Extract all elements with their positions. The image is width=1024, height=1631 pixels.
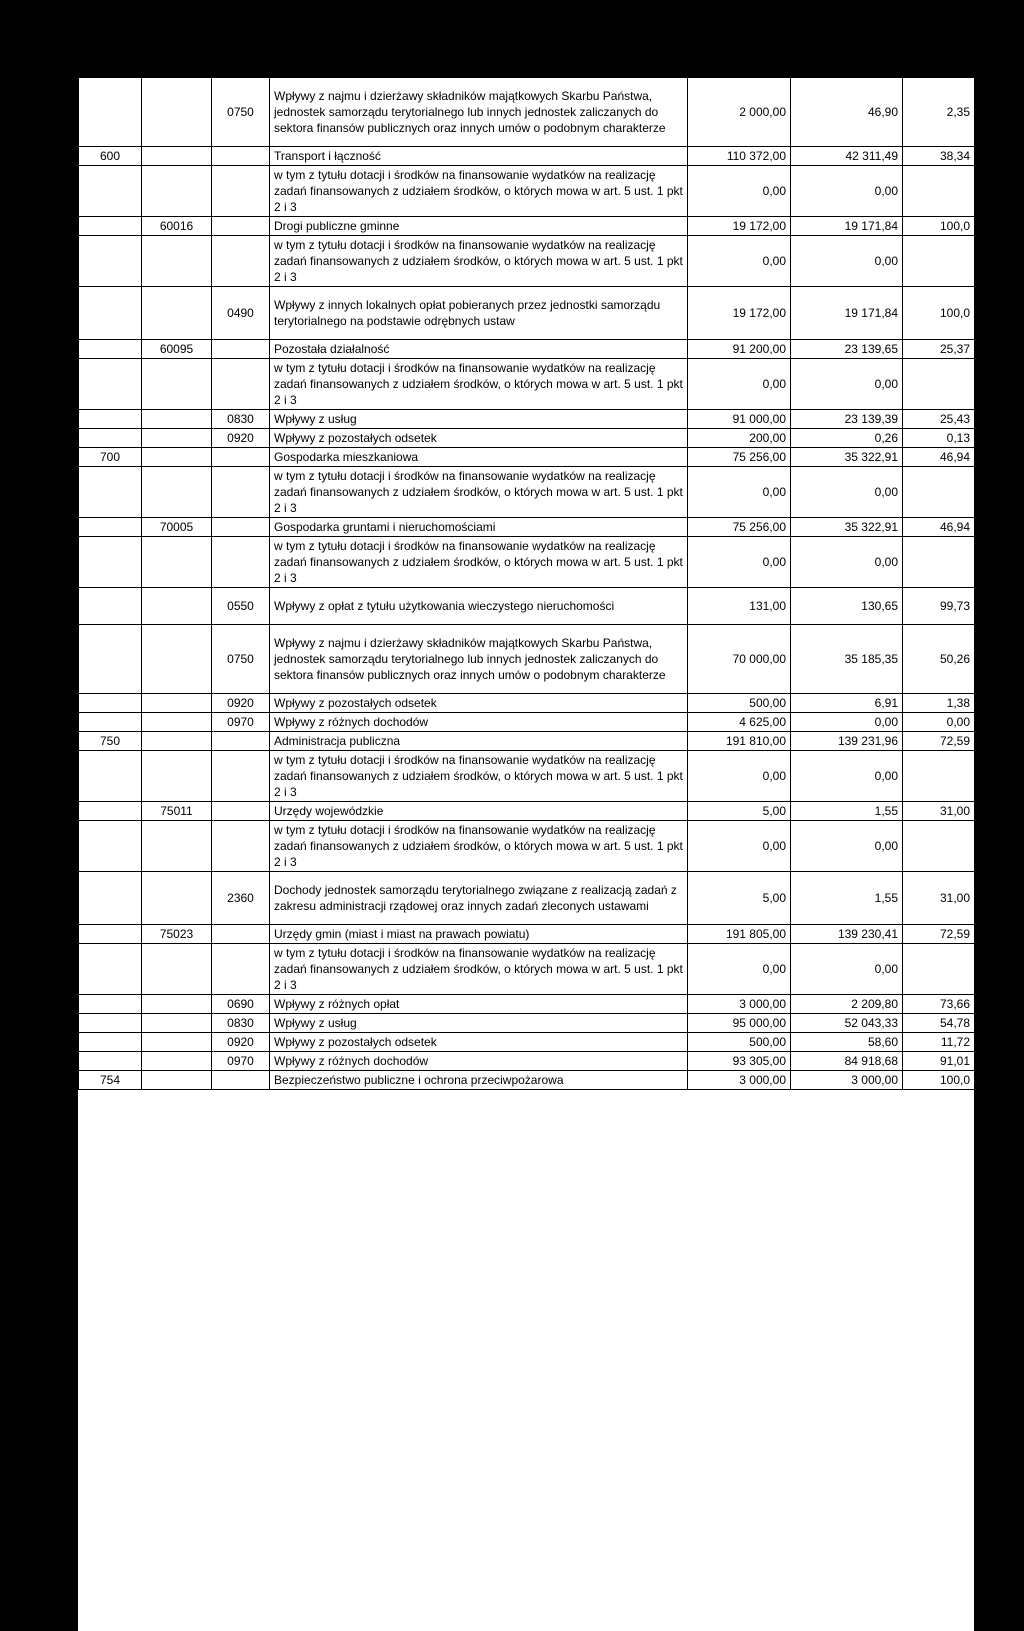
paragraf-cell	[212, 944, 270, 995]
execution-cell: 0,00	[791, 944, 903, 995]
execution-cell: 35 322,91	[791, 448, 903, 467]
rozdzial-cell	[142, 995, 212, 1014]
percent-cell	[903, 537, 975, 588]
dzial-cell	[79, 694, 142, 713]
table-row	[79, 429, 975, 448]
plan-cell: 200,00	[688, 429, 791, 448]
table-row	[79, 359, 975, 410]
rozdzial-cell	[142, 1033, 212, 1052]
item-name: Pozostała działalność	[270, 340, 688, 359]
dzial-cell	[79, 588, 142, 625]
table-row	[79, 1014, 975, 1033]
plan-cell: 0,00	[688, 944, 791, 995]
item-name: Wpływy z różnych opłat	[270, 995, 688, 1014]
table-row	[79, 821, 975, 872]
rozdzial-cell	[142, 359, 212, 410]
percent-cell	[903, 467, 975, 518]
table-row	[79, 78, 975, 147]
dzial-cell: 754	[79, 1071, 142, 1090]
table-row	[79, 1033, 975, 1052]
item-name: Wpływy z najmu i dzierżawy składników majątkowych Skarbu Państwa, jednostek samorządu terytorialnego lub innych jednostek zaliczanych do sektora finansów publicznych oraz innych umów o podobnym charakterze	[270, 625, 688, 694]
dzial-cell	[79, 287, 142, 340]
rozdzial-cell: 70005	[142, 518, 212, 537]
percent-cell: 46,94	[903, 448, 975, 467]
rozdzial-cell	[142, 1071, 212, 1090]
execution-cell: 0,00	[791, 713, 903, 732]
execution-cell: 139 230,41	[791, 925, 903, 944]
item-name: Wpływy z różnych dochodów	[270, 1052, 688, 1071]
subsidy-note: w tym z tytułu dotacji i środków na finansowanie wydatków na realizację zadań finansowanych z udziałem środków, o których mowa w art. 5 ust. 1 pkt 2 i 3	[270, 751, 688, 802]
subsidy-note: w tym z tytułu dotacji i środków na finansowanie wydatków na realizację zadań finansowanych z udziałem środków, o których mowa w art. 5 ust. 1 pkt 2 i 3	[270, 166, 688, 217]
dzial-cell	[79, 518, 142, 537]
execution-cell: 3 000,00	[791, 1071, 903, 1090]
plan-cell: 3 000,00	[688, 995, 791, 1014]
rozdzial-cell	[142, 147, 212, 166]
table-row	[79, 751, 975, 802]
dzial-cell	[79, 429, 142, 448]
rozdzial-cell	[142, 872, 212, 925]
table-row	[79, 518, 975, 537]
paragraf-cell: 0750	[212, 78, 270, 147]
table-row	[79, 147, 975, 166]
execution-cell: 84 918,68	[791, 1052, 903, 1071]
table-row	[79, 1071, 975, 1090]
dzial-cell	[79, 1014, 142, 1033]
table-row	[79, 625, 975, 694]
paragraf-cell	[212, 340, 270, 359]
percent-cell: 31,00	[903, 872, 975, 925]
percent-cell: 0,00	[903, 713, 975, 732]
revenue-table-body	[79, 78, 975, 1090]
rozdzial-cell: 60095	[142, 340, 212, 359]
paragraf-cell: 0970	[212, 713, 270, 732]
plan-cell: 110 372,00	[688, 147, 791, 166]
item-name: Wpływy z pozostałych odsetek	[270, 1033, 688, 1052]
item-name: Urzędy gmin (miast i miast na prawach powiatu)	[270, 925, 688, 944]
paragraf-cell	[212, 448, 270, 467]
paragraf-cell	[212, 467, 270, 518]
dzial-cell	[79, 340, 142, 359]
table-row	[79, 448, 975, 467]
table-row	[79, 467, 975, 518]
plan-cell: 95 000,00	[688, 1014, 791, 1033]
rozdzial-cell	[142, 944, 212, 995]
table-row	[79, 694, 975, 713]
percent-cell: 54,78	[903, 1014, 975, 1033]
revenue-table	[78, 77, 975, 1090]
percent-cell: 100,0	[903, 287, 975, 340]
execution-cell: 1,55	[791, 872, 903, 925]
dzial-cell	[79, 1052, 142, 1071]
percent-cell	[903, 166, 975, 217]
plan-cell: 0,00	[688, 166, 791, 217]
execution-cell: 0,00	[791, 359, 903, 410]
subsidy-note: w tym z tytułu dotacji i środków na finansowanie wydatków na realizację zadań finansowanych z udziałem środków, o których mowa w art. 5 ust. 1 pkt 2 i 3	[270, 467, 688, 518]
rozdzial-cell	[142, 751, 212, 802]
paragraf-cell	[212, 537, 270, 588]
rozdzial-cell	[142, 287, 212, 340]
percent-cell	[903, 821, 975, 872]
percent-cell: 99,73	[903, 588, 975, 625]
paragraf-cell	[212, 1071, 270, 1090]
execution-cell: 0,00	[791, 821, 903, 872]
paragraf-cell	[212, 147, 270, 166]
execution-cell: 23 139,39	[791, 410, 903, 429]
table-row	[79, 537, 975, 588]
rozdzial-cell	[142, 588, 212, 625]
percent-cell: 0,13	[903, 429, 975, 448]
plan-cell: 75 256,00	[688, 448, 791, 467]
dzial-cell	[79, 625, 142, 694]
percent-cell: 100,0	[903, 1071, 975, 1090]
paragraf-cell	[212, 166, 270, 217]
item-name: Wpływy z najmu i dzierżawy składników majątkowych Skarbu Państwa, jednostek samorządu terytorialnego lub innych jednostek zaliczanych do sektora finansów publicznych oraz innych umów o podobnym charakterze	[270, 78, 688, 147]
percent-cell	[903, 236, 975, 287]
plan-cell: 0,00	[688, 537, 791, 588]
dzial-cell	[79, 713, 142, 732]
table-row	[79, 802, 975, 821]
item-name: Administracja publiczna	[270, 732, 688, 751]
dzial-cell	[79, 537, 142, 588]
paragraf-cell: 0830	[212, 1014, 270, 1033]
table-row	[79, 872, 975, 925]
plan-cell: 500,00	[688, 694, 791, 713]
paragraf-cell	[212, 359, 270, 410]
plan-cell: 5,00	[688, 872, 791, 925]
plan-cell: 91 200,00	[688, 340, 791, 359]
plan-cell: 0,00	[688, 751, 791, 802]
execution-cell: 19 171,84	[791, 217, 903, 236]
execution-cell: 35 322,91	[791, 518, 903, 537]
item-name: Gospodarka gruntami i nieruchomościami	[270, 518, 688, 537]
execution-cell: 0,00	[791, 236, 903, 287]
rozdzial-cell	[142, 625, 212, 694]
rozdzial-cell	[142, 732, 212, 751]
item-name: Wpływy z opłat z tytułu użytkowania wieczystego nieruchomości	[270, 588, 688, 625]
execution-cell: 2 209,80	[791, 995, 903, 1014]
percent-cell: 38,34	[903, 147, 975, 166]
table-row	[79, 588, 975, 625]
dzial-cell	[79, 925, 142, 944]
table-row	[79, 925, 975, 944]
paragraf-cell	[212, 821, 270, 872]
table-row	[79, 995, 975, 1014]
dzial-cell	[79, 944, 142, 995]
plan-cell: 0,00	[688, 236, 791, 287]
plan-cell: 19 172,00	[688, 217, 791, 236]
percent-cell	[903, 751, 975, 802]
item-name: Wpływy z pozostałych odsetek	[270, 694, 688, 713]
paragraf-cell	[212, 802, 270, 821]
rozdzial-cell: 75023	[142, 925, 212, 944]
execution-cell: 46,90	[791, 78, 903, 147]
paragraf-cell: 0750	[212, 625, 270, 694]
item-name: Drogi publiczne gminne	[270, 217, 688, 236]
dzial-cell	[79, 467, 142, 518]
execution-cell: 0,00	[791, 467, 903, 518]
dzial-cell	[79, 802, 142, 821]
rozdzial-cell	[142, 429, 212, 448]
rozdzial-cell	[142, 410, 212, 429]
paragraf-cell: 0490	[212, 287, 270, 340]
item-name: Wpływy z pozostałych odsetek	[270, 429, 688, 448]
plan-cell: 91 000,00	[688, 410, 791, 429]
plan-cell: 191 805,00	[688, 925, 791, 944]
dzial-cell	[79, 217, 142, 236]
plan-cell: 5,00	[688, 802, 791, 821]
rozdzial-cell	[142, 78, 212, 147]
rozdzial-cell: 75011	[142, 802, 212, 821]
percent-cell: 2,35	[903, 78, 975, 147]
table-row	[79, 236, 975, 287]
execution-cell: 42 311,49	[791, 147, 903, 166]
plan-cell: 0,00	[688, 821, 791, 872]
table-row	[79, 713, 975, 732]
rozdzial-cell	[142, 448, 212, 467]
table-row	[79, 410, 975, 429]
execution-cell: 35 185,35	[791, 625, 903, 694]
item-name: Urzędy wojewódzkie	[270, 802, 688, 821]
execution-cell: 0,26	[791, 429, 903, 448]
plan-cell: 4 625,00	[688, 713, 791, 732]
dzial-cell: 600	[79, 147, 142, 166]
table-row	[79, 1052, 975, 1071]
table-row	[79, 287, 975, 340]
item-name: Dochody jednostek samorządu terytorialnego związane z realizacją zadań z zakresu administracji rządowej oraz innych zadań zleconych ustawami	[270, 872, 688, 925]
execution-cell: 0,00	[791, 537, 903, 588]
percent-cell: 72,59	[903, 732, 975, 751]
item-name: Bezpieczeństwo publiczne i ochrona przeciwpożarowa	[270, 1071, 688, 1090]
rozdzial-cell	[142, 821, 212, 872]
paragraf-cell: 0920	[212, 1033, 270, 1052]
paragraf-cell: 0550	[212, 588, 270, 625]
item-name: Transport i łączność	[270, 147, 688, 166]
rozdzial-cell: 60016	[142, 217, 212, 236]
execution-cell: 139 231,96	[791, 732, 903, 751]
item-name: Wpływy z różnych dochodów	[270, 713, 688, 732]
subsidy-note: w tym z tytułu dotacji i środków na finansowanie wydatków na realizację zadań finansowanych z udziałem środków, o których mowa w art. 5 ust. 1 pkt 2 i 3	[270, 944, 688, 995]
plan-cell: 70 000,00	[688, 625, 791, 694]
dzial-cell: 750	[79, 732, 142, 751]
plan-cell: 0,00	[688, 359, 791, 410]
dzial-cell	[79, 995, 142, 1014]
execution-cell: 6,91	[791, 694, 903, 713]
table-row	[79, 340, 975, 359]
plan-cell: 75 256,00	[688, 518, 791, 537]
paragraf-cell: 0830	[212, 410, 270, 429]
plan-cell: 19 172,00	[688, 287, 791, 340]
rozdzial-cell	[142, 236, 212, 287]
execution-cell: 58,60	[791, 1033, 903, 1052]
dzial-cell	[79, 751, 142, 802]
paragraf-cell	[212, 732, 270, 751]
plan-cell: 2 000,00	[688, 78, 791, 147]
execution-cell: 52 043,33	[791, 1014, 903, 1033]
rozdzial-cell	[142, 166, 212, 217]
paragraf-cell	[212, 236, 270, 287]
dzial-cell	[79, 166, 142, 217]
percent-cell: 25,43	[903, 410, 975, 429]
execution-cell: 19 171,84	[791, 287, 903, 340]
rozdzial-cell	[142, 694, 212, 713]
item-name: Wpływy z usług	[270, 410, 688, 429]
percent-cell: 91,01	[903, 1052, 975, 1071]
item-name: Wpływy z innych lokalnych opłat pobieranych przez jednostki samorządu terytorialnego na podstawie odrębnych ustaw	[270, 287, 688, 340]
dzial-cell	[79, 821, 142, 872]
paragraf-cell	[212, 217, 270, 236]
paragraf-cell	[212, 518, 270, 537]
percent-cell: 50,26	[903, 625, 975, 694]
item-name: Gospodarka mieszkaniowa	[270, 448, 688, 467]
percent-cell: 100,0	[903, 217, 975, 236]
plan-cell: 93 305,00	[688, 1052, 791, 1071]
plan-cell: 3 000,00	[688, 1071, 791, 1090]
plan-cell: 131,00	[688, 588, 791, 625]
table-row	[79, 217, 975, 236]
percent-cell: 31,00	[903, 802, 975, 821]
percent-cell: 46,94	[903, 518, 975, 537]
percent-cell: 25,37	[903, 340, 975, 359]
execution-cell: 0,00	[791, 166, 903, 217]
paragraf-cell: 0970	[212, 1052, 270, 1071]
dzial-cell	[79, 1033, 142, 1052]
subsidy-note: w tym z tytułu dotacji i środków na finansowanie wydatków na realizację zadań finansowanych z udziałem środków, o których mowa w art. 5 ust. 1 pkt 2 i 3	[270, 359, 688, 410]
rozdzial-cell	[142, 467, 212, 518]
dzial-cell: 700	[79, 448, 142, 467]
percent-cell: 72,59	[903, 925, 975, 944]
table-row	[79, 166, 975, 217]
plan-cell: 191 810,00	[688, 732, 791, 751]
paragraf-cell: 2360	[212, 872, 270, 925]
execution-cell: 23 139,65	[791, 340, 903, 359]
subsidy-note: w tym z tytułu dotacji i środków na finansowanie wydatków na realizację zadań finansowanych z udziałem środków, o których mowa w art. 5 ust. 1 pkt 2 i 3	[270, 236, 688, 287]
table-row	[79, 732, 975, 751]
rozdzial-cell	[142, 713, 212, 732]
rozdzial-cell	[142, 537, 212, 588]
rozdzial-cell	[142, 1052, 212, 1071]
paragraf-cell: 0920	[212, 694, 270, 713]
paragraf-cell	[212, 925, 270, 944]
document-page	[78, 77, 974, 1631]
execution-cell: 0,00	[791, 751, 903, 802]
paragraf-cell	[212, 751, 270, 802]
plan-cell: 500,00	[688, 1033, 791, 1052]
percent-cell	[903, 359, 975, 410]
percent-cell: 73,66	[903, 995, 975, 1014]
dzial-cell	[79, 872, 142, 925]
subsidy-note: w tym z tytułu dotacji i środków na finansowanie wydatków na realizację zadań finansowanych z udziałem środków, o których mowa w art. 5 ust. 1 pkt 2 i 3	[270, 821, 688, 872]
paragraf-cell: 0920	[212, 429, 270, 448]
plan-cell: 0,00	[688, 467, 791, 518]
execution-cell: 1,55	[791, 802, 903, 821]
dzial-cell	[79, 78, 142, 147]
paragraf-cell: 0690	[212, 995, 270, 1014]
rozdzial-cell	[142, 1014, 212, 1033]
page-bottom-blank	[78, 1377, 974, 1631]
table-row	[79, 944, 975, 995]
execution-cell: 130,65	[791, 588, 903, 625]
dzial-cell	[79, 410, 142, 429]
dzial-cell	[79, 236, 142, 287]
subsidy-note: w tym z tytułu dotacji i środków na finansowanie wydatków na realizację zadań finansowanych z udziałem środków, o których mowa w art. 5 ust. 1 pkt 2 i 3	[270, 537, 688, 588]
percent-cell: 11,72	[903, 1033, 975, 1052]
percent-cell	[903, 944, 975, 995]
item-name: Wpływy z usług	[270, 1014, 688, 1033]
dzial-cell	[79, 359, 142, 410]
percent-cell: 1,38	[903, 694, 975, 713]
